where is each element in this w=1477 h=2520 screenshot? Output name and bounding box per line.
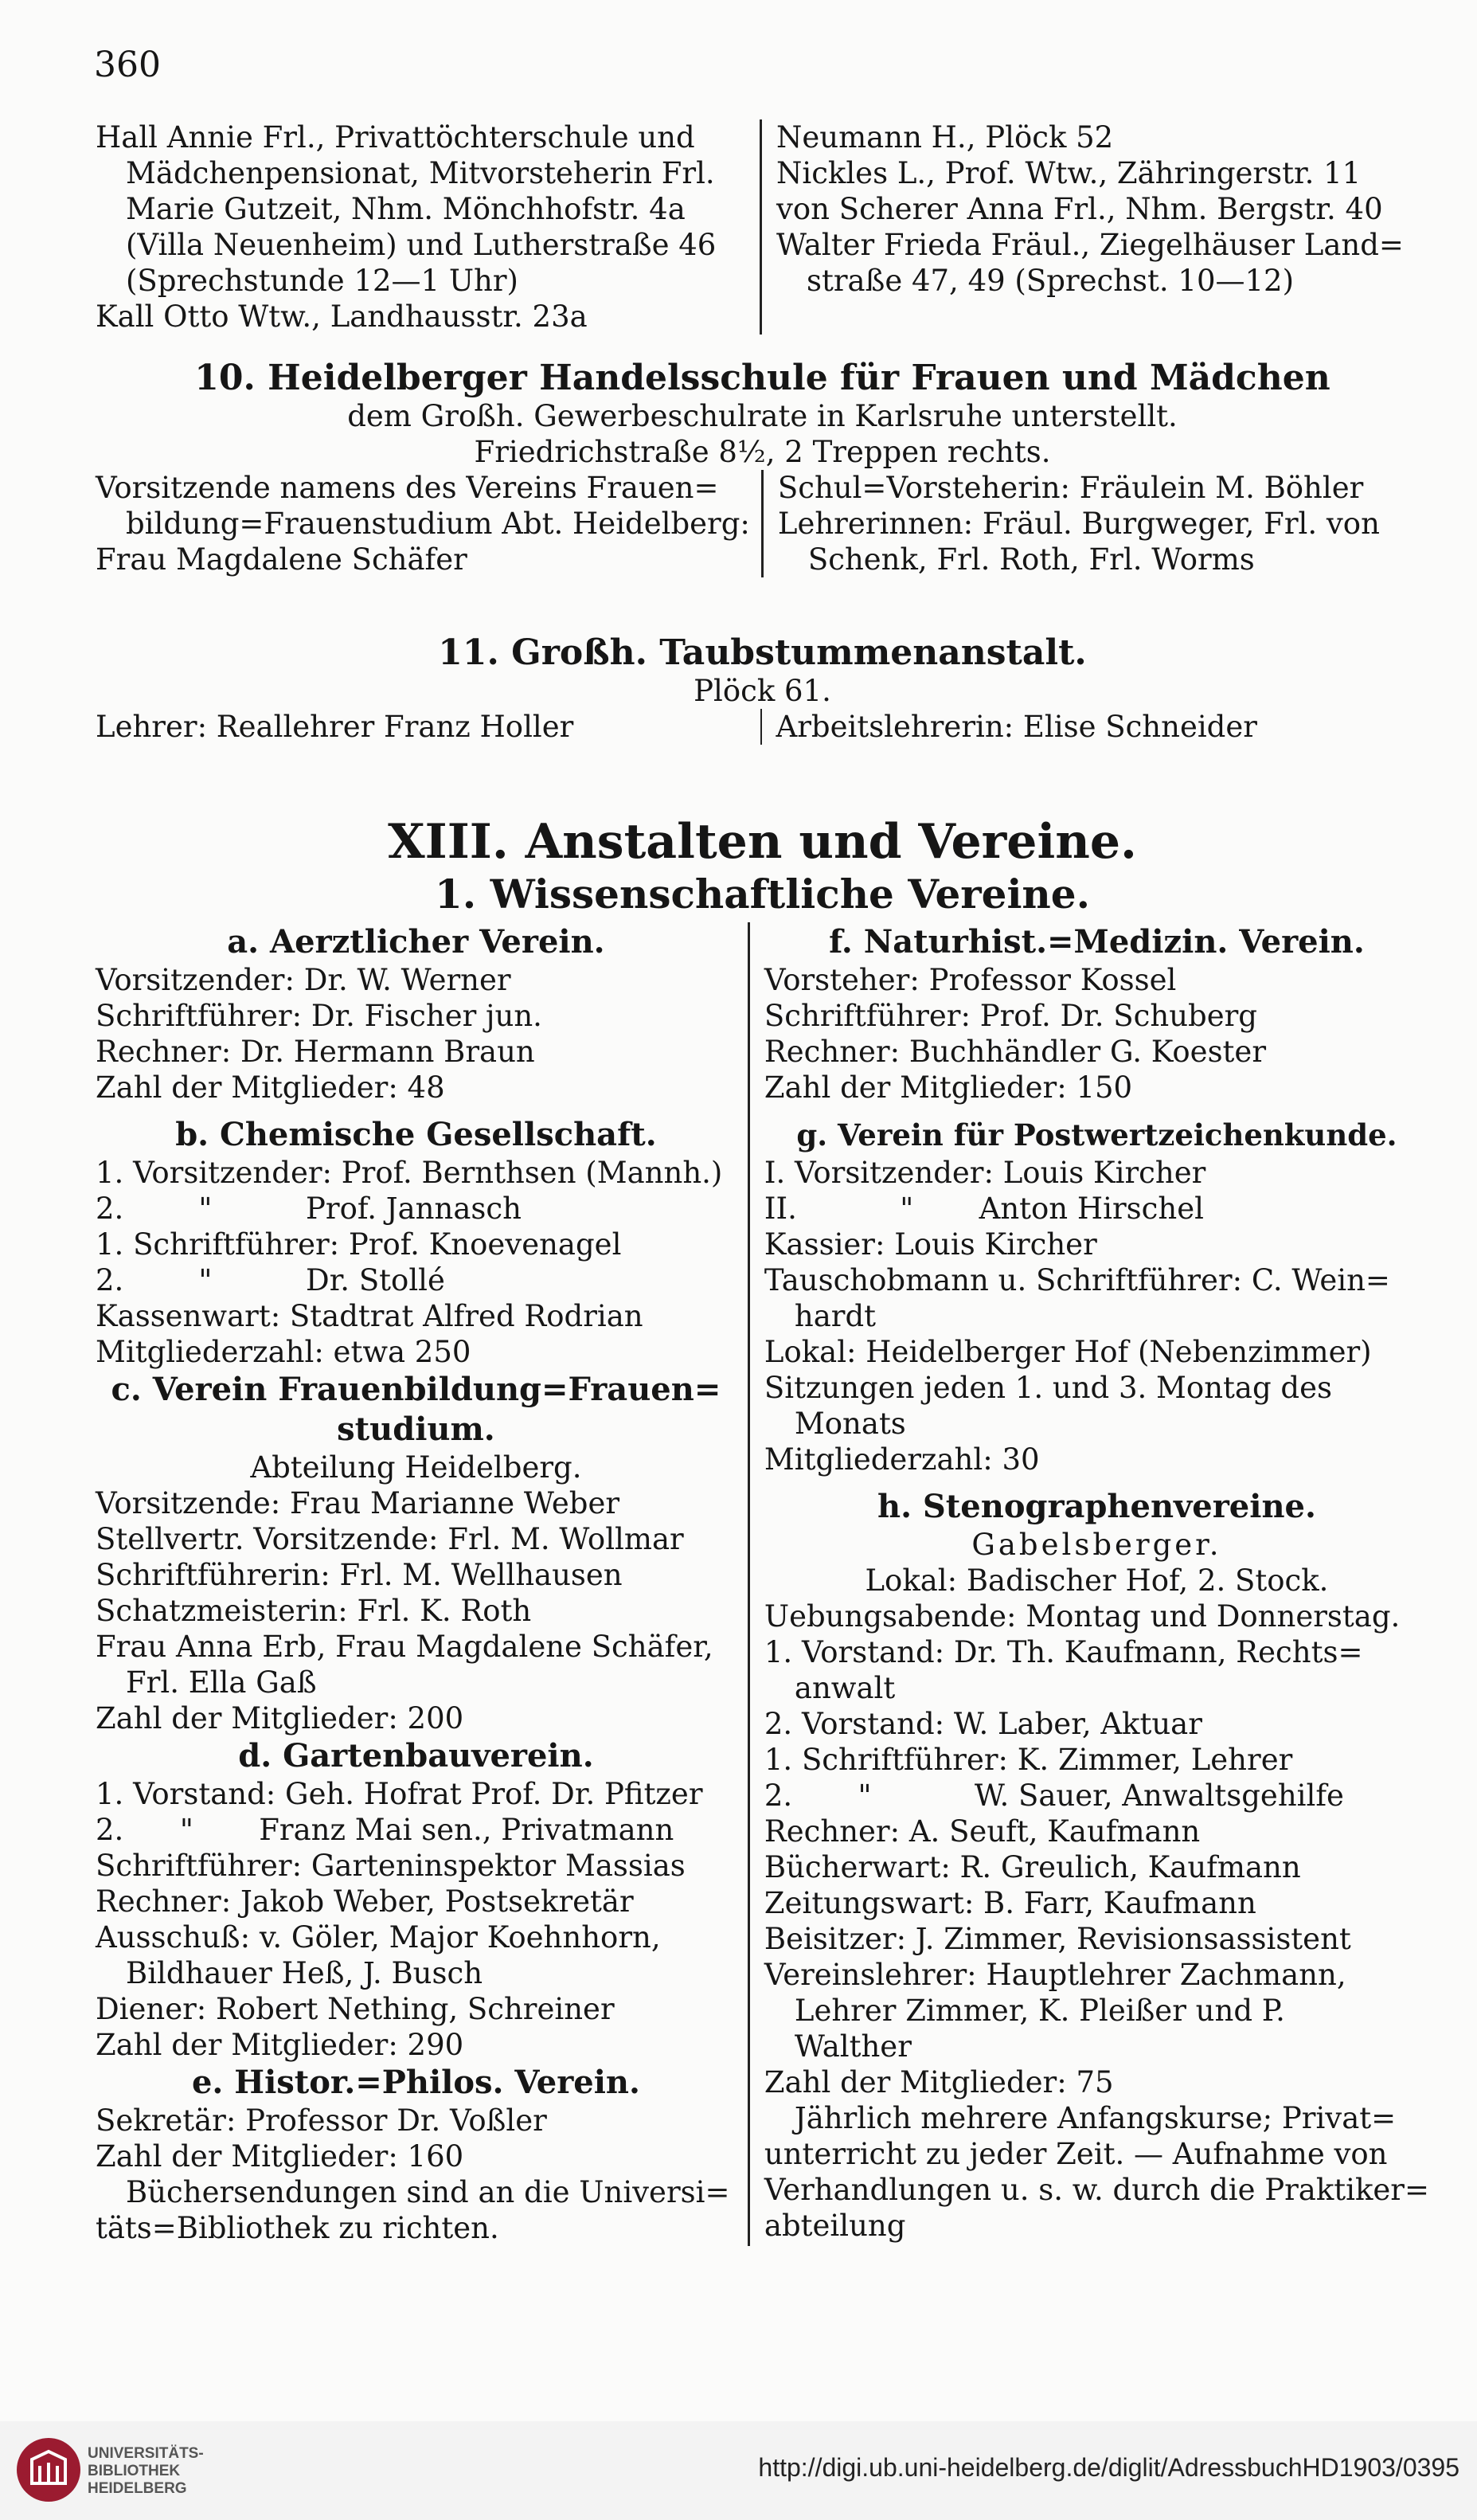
library-name [88,2445,204,2498]
entry-line: Schenk, Frl. Roth, Frl. Worms [807,542,1255,577]
entry-line: Stellvertr. Vorsitzende: Frl. M. Wollmar [96,1522,684,1556]
entry-line: Bildhauer Heß, J. Busch [126,1956,483,1990]
library-logo-icon [14,2436,83,2504]
entry-line: unterricht zu jeder Zeit. — Aufnahme von [764,2137,1388,2171]
entry-line: (Sprechstunde 12—1 Uhr) [126,264,518,298]
chapter-header [96,812,1429,918]
top-listing [96,119,1429,335]
society-heading: b. Chemische Gesellschaft. [175,1116,657,1153]
entry-line: 2. " Dr. Stollé [96,1263,445,1297]
entry-line: abteilung [764,2209,906,2243]
entry-line: Walther [794,2029,912,2064]
entry-line: Vorsitzende: Frau Marianne Weber [96,1486,620,1520]
entry-line: Zahl der Mitglieder: 150 [764,1070,1133,1105]
entry-line: Nickles L., Prof. Wtw., Zähringerstr. 11 [776,156,1362,190]
entry-line: Rechner: A. Seuft, Kaufmann [764,1814,1201,1849]
entry-line: Büchersendungen sind an die Universi= [126,2175,730,2209]
entry-line: Zahl der Mitglieder: 75 [764,2065,1114,2099]
entry-line: Rechner: Buchhändler G. Koester [764,1035,1267,1069]
society-location: Lokal: Badischer Hof, 2. Stock. [865,1563,1329,1598]
entry-line: Vereinslehrer: Hauptlehrer Zachmann, [764,1958,1346,1992]
society-heading: c. Verein Frauenbildung=Frauen= [111,1371,721,1408]
entry-line: Frl. Ella Gaß [126,1665,317,1700]
society-heading: d. Gartenbauverein. [238,1737,594,1775]
entry-line: Zahl der Mitglieder: 160 [96,2139,464,2174]
entry-line: Kassenwart: Stadtrat Alfred Rodrian [96,1299,643,1333]
entry-line: Sekretär: Professor Dr. Voßler [96,2103,547,2138]
entry-line: Verhandlungen u. s. w. durch die Praktiker= [764,2173,1429,2207]
right-column [748,922,1429,2246]
library-name-line: BIBLIOTHEK [88,2463,181,2479]
society-heading: e. Histor.=Philos. Verein. [191,2064,640,2101]
entry-line: Rechner: Jakob Weber, Postsekretär [96,1884,634,1919]
entry-line: Lehrer: Reallehrer Franz Holler [96,710,574,744]
entry-line: Mitgliederzahl: 30 [764,1442,1040,1477]
entry-line: 1. Vorstand: Dr. Th. Kaufmann, Rechts= [764,1635,1363,1669]
entry-line: Marie Gutzeit, Nhm. Mönchhofstr. 4a [126,192,686,226]
entry-line: Kall Otto Wtw., Landhausstr. 23a [96,299,588,334]
society-subheading: Abteilung Heidelberg. [250,1450,582,1485]
entry-line: Beisitzer: J. Zimmer, Revisionsassistent [764,1922,1351,1956]
entry-line: Frau Magdalene Schäfer [96,542,467,577]
entry-line: Zahl der Mitglieder: 290 [96,2028,464,2062]
entry-line: Vorsteher: Professor Kossel [764,963,1177,997]
society-heading: f. Naturhist.=Medizin. Verein. [829,923,1365,961]
entry-line: Schriftführer: Garteninspektor Massias [96,1849,686,1883]
section-address: Friedrichstraße 8½, 2 Treppen rechts. [474,435,1051,469]
entry-line: Tauschobmann u. Schriftführer: C. Wein= [764,1263,1390,1297]
entry-line: bildung=Frauenstudium Abt. Heidelberg: [126,507,750,541]
society-subheading: Gabelsberger. [971,1528,1222,1562]
entry-line: Arbeitslehrerin: Elise Schneider [776,710,1257,744]
entry-line: Schul=Vorsteherin: Fräulein M. Böhler [777,471,1364,505]
entry-line: hardt [794,1299,877,1333]
entry-line: anwalt [794,1671,896,1705]
entry-line: Vorsitzende namens des Vereins Frauen= [96,471,719,505]
entry-line: Neumann H., Plöck 52 [776,120,1114,155]
entry-line: Schatzmeisterin: Frl. K. Roth [96,1594,532,1628]
entry-line: 2. " Prof. Jannasch [96,1192,522,1226]
library-name-line: UNIVERSITÄTS- [88,2445,204,2462]
entry-line: Frau Anna Erb, Frau Magdalene Schäfer, [96,1630,713,1664]
section-address: Plöck 61. [694,674,831,708]
society-heading: g. Verein für Postwertzeichenkunde. [796,1117,1397,1152]
entry-line: täts=Bibliothek zu richten. [96,2211,499,2245]
entry-line: von Scherer Anna Frl., Nhm. Bergstr. 40 [776,192,1383,226]
entry-line: 1. Schriftführer: Prof. Knoevenagel [96,1227,622,1262]
society-heading: h. Stenographenvereine. [877,1488,1316,1525]
entry-line: Rechner: Dr. Hermann Braun [96,1035,535,1069]
entry-line: 1. Vorsitzender: Prof. Bernthsen (Mannh.) [96,1156,723,1190]
entry-line: I. Vorsitzender: Louis Kircher [764,1156,1206,1190]
entry-line: Sitzungen jeden 1. und 3. Montag des [764,1371,1332,1405]
chapter-title: XIII. Anstalten und Vereine. [388,814,1137,870]
entry-line: Zeitungswart: B. Farr, Kaufmann [764,1886,1256,1920]
entry-line: Kassier: Louis Kircher [764,1227,1097,1262]
entry-line: Mitgliederzahl: etwa 250 [96,1335,471,1369]
entry-line: Jährlich mehrere Anfangskurse; Privat= [794,2101,1397,2135]
source-url-link[interactable]: http://digi.ub.uni-heidelberg.de/diglit/AdressbuchHD1903/0395 [758,2453,1459,2482]
chapter-subtitle: 1. Wissenschaftliche Vereine. [434,871,1091,918]
entry-line: Walter Frieda Fräul., Ziegelhäuser Land= [776,228,1404,262]
entry-line: Lokal: Heidelberger Hof (Nebenzimmer) [764,1335,1372,1369]
entry-line: 2. Vorstand: W. Laber, Aktuar [764,1707,1202,1741]
left-column [96,922,748,2246]
entry-line: Schriftführer: Dr. Fischer jun. [96,999,542,1033]
section-11 [96,633,1429,745]
library-name-line: HEIDELBERG [88,2480,187,2497]
entry-line: Bücherwart: R. Greulich, Kaufmann [764,1850,1301,1884]
entry-line: Hall Annie Frl., Privattöchterschule und [96,120,695,155]
section-10 [96,358,1429,577]
page-number: 360 [94,45,161,85]
entry-line: straße 47, 49 (Sprechst. 10—12) [807,264,1294,298]
entry-line: Monats [794,1407,906,1441]
entry-line: Mädchenpensionat, Mitvorsteherin Frl. [126,156,715,190]
entry-line: Uebungsabende: Montag und Donnerstag. [764,1599,1401,1634]
entry-line: Lehrer Zimmer, K. Pleißer und P. [794,1994,1285,2028]
entry-line: II. " Anton Hirschel [764,1192,1204,1226]
entry-line: Ausschuß: v. Göler, Major Koehnhorn, [96,1920,661,1955]
entry-line: Vorsitzender: Dr. W. Werner [96,963,511,997]
entry-line: Diener: Robert Nething, Schreiner [96,1992,615,2026]
society-listing [96,922,1429,2246]
section-title: 10. Heidelberger Handelsschule für Frauen und Mädchen [194,358,1330,398]
viewer-footer [0,2421,1477,2520]
society-heading: a. Aerztlicher Verein. [227,923,605,961]
section-note: dem Großh. Gewerbeschulrate in Karlsruhe unterstellt. [347,399,1178,433]
entry-line: Zahl der Mitglieder: 48 [96,1070,445,1105]
section-title: 11. Großh. Taubstummenanstalt. [438,632,1087,673]
entry-line: Schriftführerin: Frl. M. Wellhausen [96,1558,623,1592]
entry-line: 2. " Franz Mai sen., Privatmann [96,1813,674,1847]
entry-line: 1. Vorstand: Geh. Hofrat Prof. Dr. Pfitzer [96,1777,703,1811]
entry-line: Zahl der Mitglieder: 200 [96,1701,464,1735]
entry-line: 2. " W. Sauer, Anwaltsgehilfe [764,1778,1344,1813]
entry-line: (Villa Neuenheim) und Lutherstraße 46 [126,228,717,262]
entry-line: Schriftführer: Prof. Dr. Schuberg [764,999,1257,1033]
society-heading-cont: studium. [337,1411,495,1448]
entry-line: 1. Schriftführer: K. Zimmer, Lehrer [764,1743,1293,1777]
entry-line: Lehrerinnen: Fräul. Burgweger, Frl. von [777,507,1380,541]
